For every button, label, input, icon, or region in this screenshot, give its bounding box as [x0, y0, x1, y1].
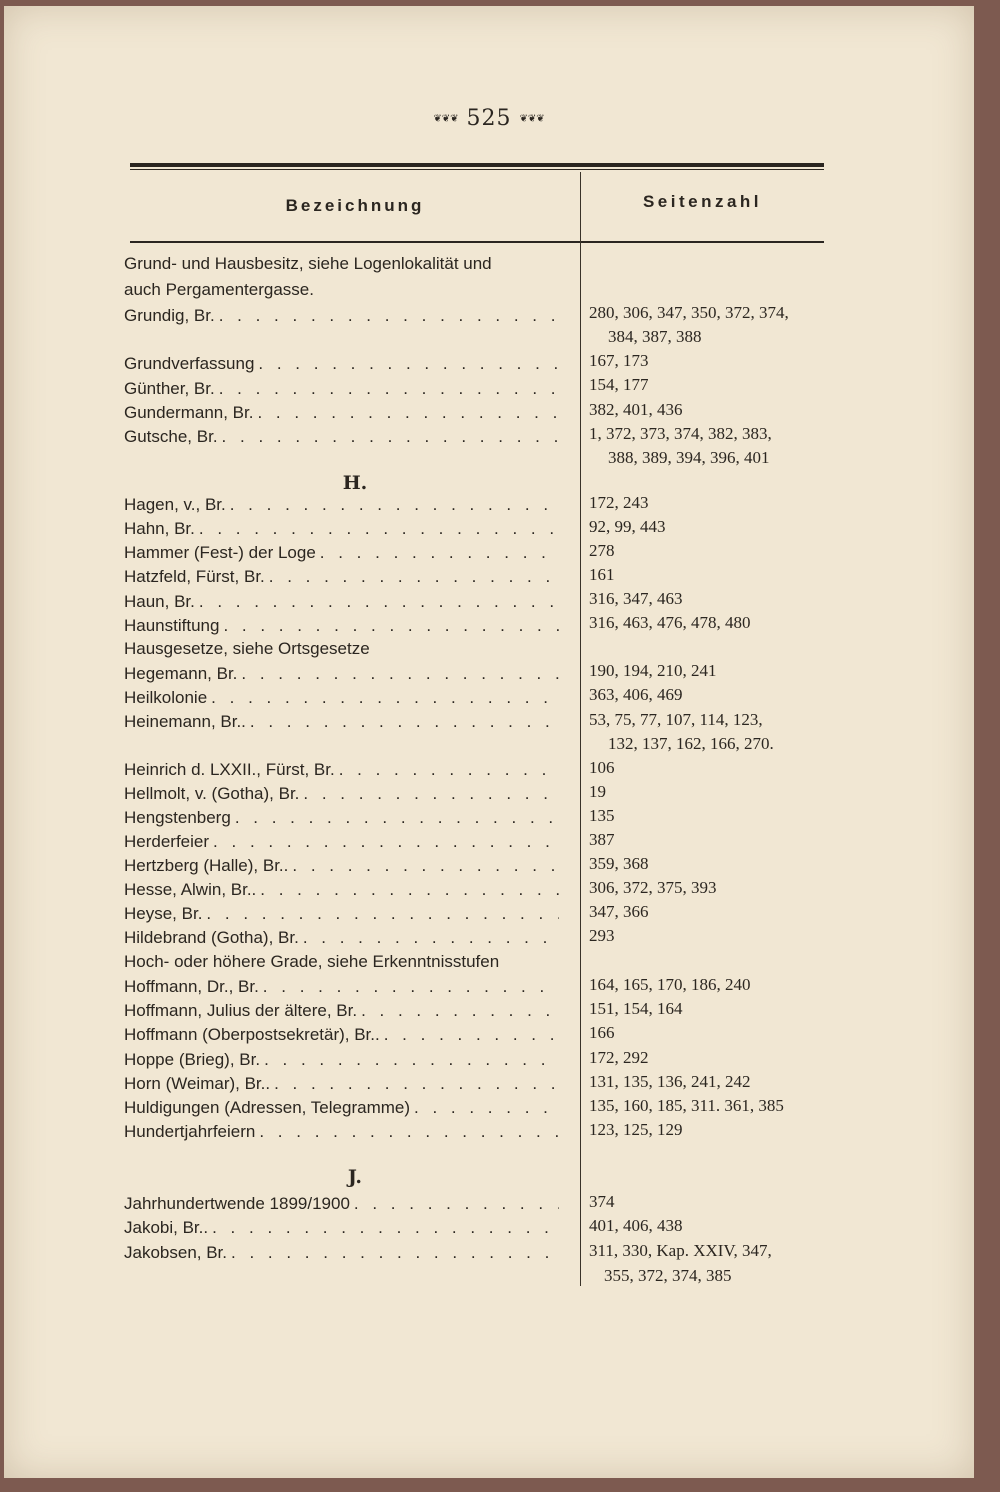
page-refs: 151, 154, 164	[589, 999, 683, 1018]
index-entry: auch Pergamentergasse.	[124, 280, 314, 299]
page-refs: 355, 372, 374, 385	[604, 1266, 732, 1285]
index-entry: Hagen, v., Br. . . .	[124, 493, 559, 517]
index-entry: Heilkolonie . . .	[124, 686, 559, 710]
page-refs: 280, 306, 347, 350, 372, 374,	[589, 303, 789, 322]
section-letter-h: H.	[342, 472, 368, 494]
page-refs: 19	[589, 782, 606, 801]
page-refs: 167, 173	[589, 351, 649, 370]
page-refs: 316, 463, 476, 478, 480	[589, 613, 751, 632]
page-refs: 387	[589, 830, 615, 849]
page-header	[4, 106, 974, 131]
top-rule	[130, 163, 824, 167]
index-entry: Gundermann, Br. . . .	[124, 401, 559, 425]
index-entry: Hoffmann, Dr., Br. . . .	[124, 975, 559, 999]
page-refs: 278	[589, 541, 615, 560]
ornament-left: ❦❦❦	[433, 113, 459, 125]
page-refs: 135, 160, 185, 311. 361, 385	[589, 1096, 784, 1115]
index-entry: Hoffmann (Oberpostsekretär), Br.. . . .	[124, 1023, 559, 1047]
page-refs: 190, 194, 210, 241	[589, 661, 717, 680]
page-refs: 401, 406, 438	[589, 1216, 683, 1235]
page-refs: 293	[589, 926, 615, 945]
ornament-right: ❦❦❦	[519, 113, 545, 125]
index-entry: Hildebrand (Gotha), Br. . . .	[124, 926, 559, 950]
page-refs: 363, 406, 469	[589, 685, 683, 704]
index-entry: Herderfeier . . .	[124, 830, 559, 854]
index-entry: Günther, Br. . . .	[124, 377, 559, 401]
page-refs: 359, 368	[589, 854, 649, 873]
page-refs: 316, 347, 463	[589, 589, 683, 608]
index-entry: Hesse, Alwin, Br.. . . .	[124, 878, 559, 902]
index-entry: Hoch- oder höhere Grade, siehe Erkenntnisstufen	[124, 952, 500, 971]
index-entry: Hoffmann, Julius der ältere, Br. . . .	[124, 999, 559, 1023]
page-refs: 311, 330, Kap. XXIV, 347,	[589, 1241, 772, 1260]
index-entry: Hertzberg (Halle), Br.. . . .	[124, 854, 559, 878]
page-refs: 172, 243	[589, 493, 649, 512]
index-entry: Heyse, Br. . . .	[124, 902, 559, 926]
page-refs: 131, 135, 136, 241, 242	[589, 1072, 751, 1091]
index-entry: Hausgesetze, siehe Ortsgesetze	[124, 639, 370, 658]
index-entry: Hammer (Fest-) der Loge . . .	[124, 541, 559, 565]
page-refs: 374	[589, 1192, 615, 1211]
column-header-designation: Bezeichnung	[285, 196, 425, 215]
section-letter-j: J.	[347, 1166, 363, 1188]
page-refs: 135	[589, 806, 615, 825]
book-page	[4, 6, 974, 1478]
index-entry: Jakobi, Br.. . . .	[124, 1216, 559, 1240]
page-refs: 384, 387, 388	[608, 327, 702, 346]
top-rule-thin	[130, 169, 824, 170]
index-entry: Heinemann, Br.. . . .	[124, 710, 559, 734]
index-entry: Hatzfeld, Fürst, Br. . . .	[124, 565, 559, 589]
index-entry: Heinrich d. LXXII., Fürst, Br. . . .	[124, 758, 559, 782]
page-refs: 1, 372, 373, 374, 382, 383,	[589, 424, 772, 443]
page-refs: 166	[589, 1023, 615, 1042]
page-refs: 132, 137, 162, 166, 270.	[608, 734, 774, 753]
page-refs: 306, 372, 375, 393	[589, 878, 717, 897]
index-entry: Haun, Br. . . .	[124, 590, 559, 614]
header-rule	[130, 241, 824, 243]
page-refs: 347, 366	[589, 902, 649, 921]
page-number: 525	[466, 106, 512, 131]
index-entry: Hengstenberg . . .	[124, 806, 559, 830]
index-entry: Jahrhundertwende 1899/1900 . . .	[124, 1192, 559, 1216]
index-entry: Jakobsen, Br. . . .	[124, 1241, 559, 1265]
page-refs: 382, 401, 436	[589, 400, 683, 419]
index-entry: Haunstiftung . . .	[124, 614, 559, 638]
index-entry: Grundig, Br. . . .	[124, 304, 559, 328]
index-entry: Hahn, Br. . . .	[124, 517, 559, 541]
index-entry: Hegemann, Br. . . .	[124, 662, 559, 686]
index-entry: Hellmolt, v. (Gotha), Br. . . .	[124, 782, 559, 806]
column-header-page-numbers: Seitenzahl	[642, 192, 763, 211]
page-refs: 172, 292	[589, 1048, 649, 1067]
page-refs: 92, 99, 443	[589, 517, 666, 536]
index-entry: Huldigungen (Adressen, Telegramme) . . .	[124, 1096, 559, 1120]
page-refs: 53, 75, 77, 107, 114, 123,	[589, 710, 763, 729]
index-entry: Hoppe (Brieg), Br. . . .	[124, 1048, 559, 1072]
index-entry: Gutsche, Br. . . .	[124, 425, 559, 449]
page-refs: 154, 177	[589, 375, 649, 394]
index-entry: Grund- und Hausbesitz, siehe Logenlokalität und	[124, 254, 492, 273]
column-divider	[580, 172, 581, 1286]
page-refs: 161	[589, 565, 615, 584]
index-entry: Hundertjahrfeiern . . .	[124, 1120, 559, 1144]
page-refs: 388, 389, 394, 396, 401	[608, 448, 770, 467]
index-entry: Grundverfassung . . .	[124, 352, 559, 376]
index-entry: Horn (Weimar), Br.. . . .	[124, 1072, 559, 1096]
page-refs: 123, 125, 129	[589, 1120, 683, 1139]
page-refs: 164, 165, 170, 186, 240	[589, 975, 751, 994]
page-refs: 106	[589, 758, 615, 777]
